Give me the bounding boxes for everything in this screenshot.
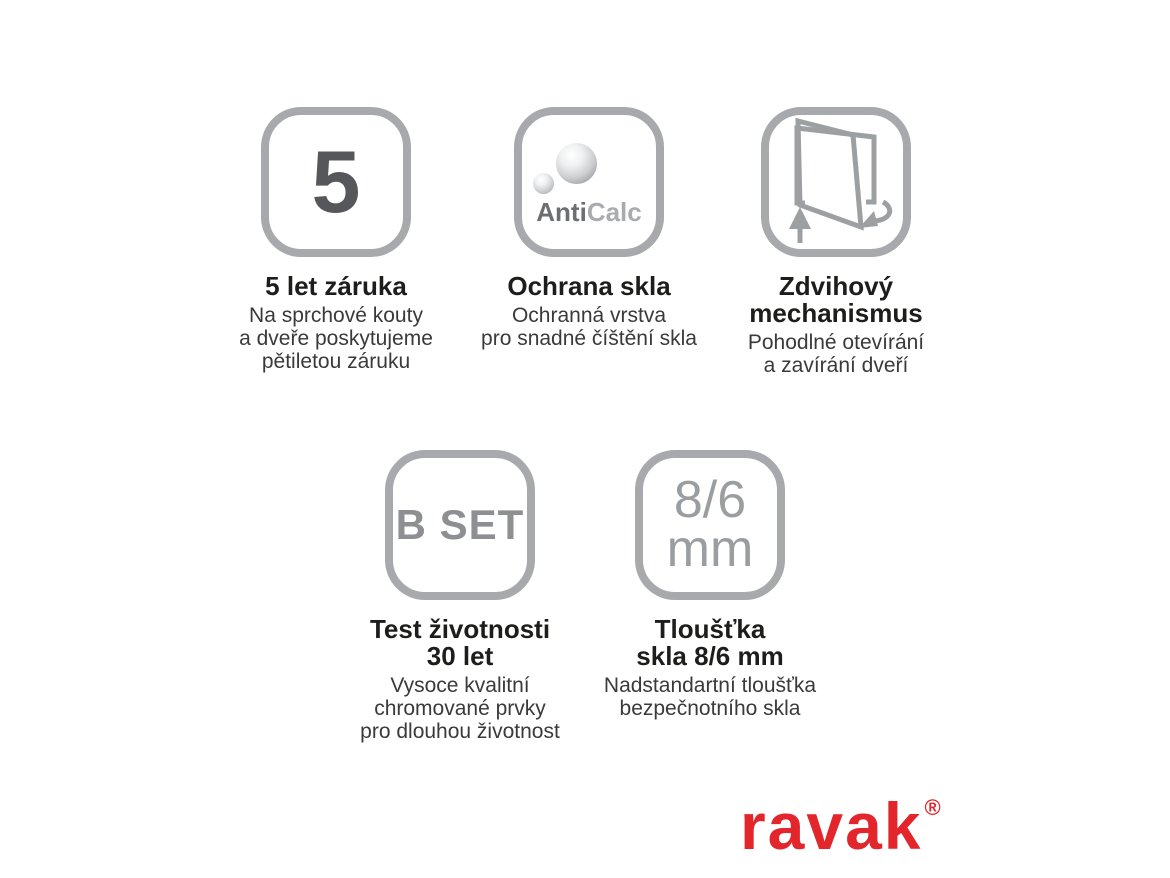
title-line: Tloušťka [654,614,766,644]
badge-5-text: 5 [311,132,361,231]
desc-line: Na sprchové kouty [249,304,423,327]
numeral-5-badge-icon [261,107,411,257]
ravak-logo-text: ravak [740,789,923,863]
feature-lifting-mechanism-title [686,273,986,327]
anticalc-label [522,199,656,225]
desc-line: Vysoce kvalitní [390,674,530,697]
desc-line: bezpečnotního skla [619,697,801,720]
thickness-line: 8/6 [673,470,747,529]
title-line: 30 let [426,641,494,671]
desc-line: Nadstandartní tloušťka [603,674,817,697]
title-line: skla 8/6 mm [636,641,784,671]
desc-line: Ochranná vrstva [511,304,667,327]
feature-glass-thickness-title [560,616,860,670]
feature-glass-thickness [560,450,860,720]
title-line: Zdvihový [778,271,894,301]
b-set-text: B SET [395,501,525,548]
anticalc-calc-text: Calc [586,197,642,227]
desc-line: a zavírání dveří [763,354,909,377]
lifting-door-graphic [769,115,903,249]
desc-line: pro snadné číštění skla [481,327,697,350]
desc-line: chromované prvky [374,697,546,720]
glass-thickness-text [666,470,754,578]
title-line: mechanismus [749,298,923,328]
ravak-logo [740,789,941,863]
title-line: Test životnosti [369,614,551,644]
title-line: Ochrana skla [507,271,671,301]
lifting-door-icon [761,107,911,257]
b-set-badge-icon [385,450,535,600]
anticalc-anti-text: Anti [536,197,587,227]
feature-lifting-mechanism [686,107,986,377]
bubbles-graphic [522,115,656,249]
bubble-large-icon [556,143,597,184]
desc-line: Pohodlné otevírání [747,331,925,354]
title-line: 5 let záruka [265,271,407,301]
desc-line: pro dlouhou životnost [360,720,560,743]
registered-trademark-icon: ® [924,795,941,820]
desc-line: pětiletou záruku [261,350,411,373]
feature-glass-thickness-description [560,674,860,720]
thickness-line: mm [666,520,754,578]
glass-thickness-badge-icon [635,450,785,600]
feature-lifting-mechanism-description [686,331,986,377]
anticalc-bubbles-icon [514,107,664,257]
desc-line: a dveře poskytujeme [239,327,433,350]
bubble-small-icon [533,173,554,194]
